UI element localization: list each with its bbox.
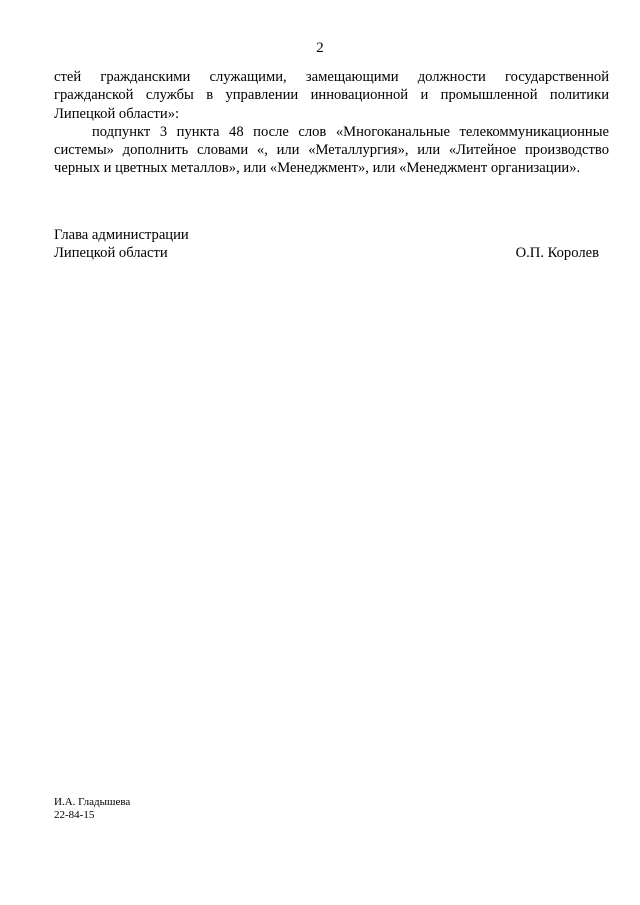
signature-block xyxy=(54,226,599,263)
executor-phone: 22-84-15 xyxy=(54,809,95,821)
page-number: 2 xyxy=(316,40,324,56)
document-body xyxy=(54,68,609,178)
signature-row xyxy=(54,244,599,262)
executor-footer xyxy=(54,796,130,822)
paragraph-continuation: стей гражданскими служащими, замещающими должности государственной гражданской службы в управлении инновационной и промышленной политики Липецкой области»: xyxy=(54,69,609,122)
paragraph-amendment: подпункт 3 пункта 48 после слов «Многоканальные телекоммуникационные системы» дополнить словами «, или «Металлургия», или «Литейное производство черных и цветных металлов», или «Менеджмент», или «Менеджмент организации». xyxy=(54,123,609,177)
signatory-position-line1: Глава администрации xyxy=(54,227,189,243)
signatory-position-line2: Липецкой области xyxy=(54,245,168,262)
signatory-name: О.П. Королев xyxy=(515,245,599,262)
executor-name: И.А. Гладышева xyxy=(54,796,131,808)
